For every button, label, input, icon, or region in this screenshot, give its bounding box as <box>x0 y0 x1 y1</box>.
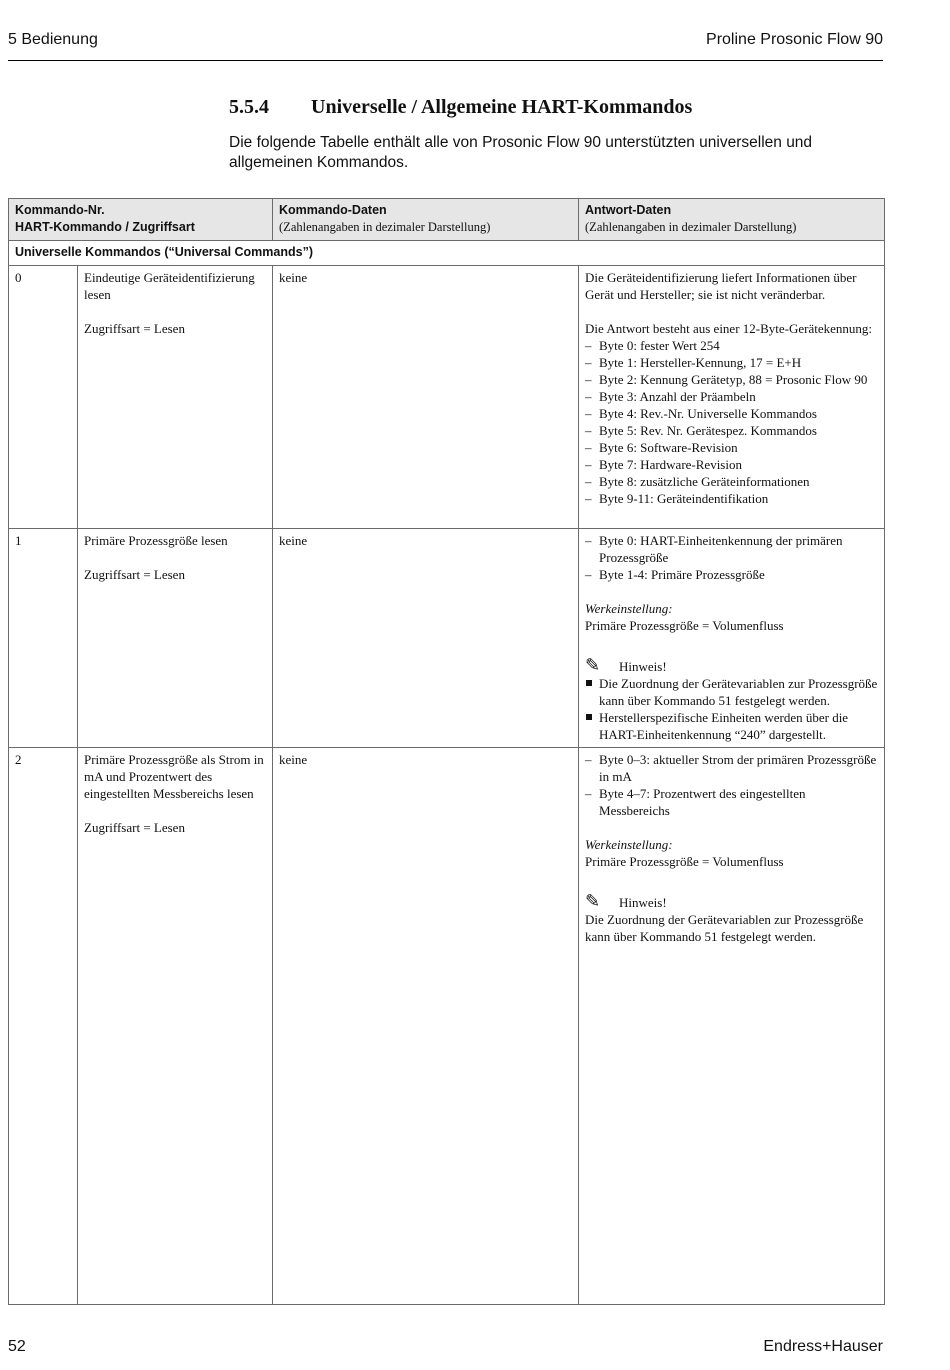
command-number: 0 <box>9 266 78 529</box>
factory-setting-value: Primäre Prozessgröße = Volumenfluss <box>585 618 784 633</box>
list-item: – Byte 2: Kennung Gerätetyp, 88 = Prosonic Flow 90 <box>585 371 878 388</box>
header-rule <box>8 60 883 61</box>
command-cell <box>78 529 273 748</box>
list-item: – Byte 0–3: aktueller Strom der primären Prozessgröße in mA <box>585 751 878 785</box>
command-name: Primäre Prozessgröße lesen <box>84 533 228 548</box>
hart-command-table <box>8 198 885 1305</box>
response-data <box>579 266 885 529</box>
table-group-row <box>9 241 885 266</box>
page-number: 52 <box>8 1338 26 1355</box>
section-number: 5.5.4 <box>229 96 269 118</box>
command-name: Primäre Prozessgröße als Strom in mA und Prozentwert des eingestellten Messbereichs lesen <box>84 752 264 801</box>
command-name: Eindeutige Geräteidentifizierung lesen <box>84 270 255 302</box>
command-number: 2 <box>9 748 78 1305</box>
list-item: – Byte 8: zusätzliche Geräteinformationen <box>585 473 878 490</box>
list-item: – Byte 7: Hardware-Revision <box>585 456 878 473</box>
command-data: keine <box>273 266 579 529</box>
column-header-command-data: Kommando-Daten (Zahlenangaben in dezimaler Darstellung) <box>273 199 579 241</box>
command-cell <box>78 748 273 1305</box>
byte-list <box>585 532 878 583</box>
running-header-chapter: 5 Bedienung <box>8 31 98 48</box>
response-intro: Die Geräteidentifizierung liefert Informationen über Gerät und Hersteller; sie ist nicht veränderbar. <box>585 270 857 302</box>
byte-list <box>585 337 878 507</box>
command-number: 1 <box>9 529 78 748</box>
note-list <box>585 675 878 743</box>
list-item: – Byte 6: Software-Revision <box>585 439 878 456</box>
command-data: keine <box>273 748 579 1305</box>
table-row <box>9 266 885 529</box>
note-heading <box>585 657 878 675</box>
list-item: Die Zuordnung der Gerätevariablen zur Prozessgröße kann über Kommando 51 festgelegt werden. <box>585 675 878 709</box>
response-data <box>579 529 885 748</box>
byte-list <box>585 751 878 819</box>
list-item: – Byte 0: fester Wert 254 <box>585 337 878 354</box>
list-item: – Byte 1-4: Primäre Prozessgröße <box>585 566 878 583</box>
list-item: – Byte 3: Anzahl der Präambeln <box>585 388 878 405</box>
note-label: Hinweis! <box>619 659 667 674</box>
list-item: Herstellerspezifische Einheiten werden über die HART-Einheitenkennung “240” dargestellt. <box>585 709 878 743</box>
list-item: – Byte 4–7: Prozentwert des eingestellten Messbereichs <box>585 785 878 819</box>
access-type: Zugriffsart = Lesen <box>84 820 185 835</box>
note-text: Die Zuordnung der Gerätevariablen zur Prozessgröße kann über Kommando 51 festgelegt werden. <box>585 912 864 944</box>
list-item: – Byte 9-11: Geräteindentifikation <box>585 490 878 507</box>
access-type: Zugriffsart = Lesen <box>84 321 185 336</box>
column-header-command: Kommando-Nr. HART-Kommando / Zugriffsart <box>9 199 273 241</box>
running-header-product: Proline Prosonic Flow 90 <box>706 31 883 48</box>
list-item: – Byte 5: Rev. Nr. Gerätespez. Kommandos <box>585 422 878 439</box>
note-heading <box>585 893 878 911</box>
table-row <box>9 529 885 748</box>
section-title: Universelle / Allgemeine HART-Kommandos <box>311 96 693 118</box>
factory-setting-label: Werkeinstellung: <box>585 601 673 616</box>
command-data: keine <box>273 529 579 748</box>
factory-setting-value: Primäre Prozessgröße = Volumenfluss <box>585 854 784 869</box>
pencil-icon: ✎ <box>585 891 601 911</box>
factory-setting-label: Werkeinstellung: <box>585 837 673 852</box>
group-label: Universelle Kommandos (“Universal Commands”) <box>9 241 885 266</box>
list-item: – Byte 0: HART-Einheitenkennung der primären Prozessgröße <box>585 532 878 566</box>
table-row <box>9 748 885 1305</box>
list-item: – Byte 4: Rev.-Nr. Universelle Kommandos <box>585 405 878 422</box>
response-intro-2: Die Antwort besteht aus einer 12-Byte-Gerätekennung: <box>585 321 873 336</box>
pencil-icon: ✎ <box>585 655 601 675</box>
table-header-row <box>9 199 885 241</box>
command-cell <box>78 266 273 529</box>
access-type: Zugriffsart = Lesen <box>84 567 185 582</box>
list-item: – Byte 1: Hersteller-Kennung, 17 = E+H <box>585 354 878 371</box>
note-label: Hinweis! <box>619 895 667 910</box>
column-header-response-data: Antwort-Daten (Zahlenangaben in dezimaler Darstellung) <box>579 199 885 241</box>
intro-paragraph: Die folgende Tabelle enthält alle von Prosonic Flow 90 unterstützten universellen und allgemeinen Kommandos. <box>229 134 813 171</box>
section-heading <box>229 96 692 119</box>
response-data <box>579 748 885 1305</box>
brand-logo-text: Endress+Hauser <box>763 1338 883 1355</box>
